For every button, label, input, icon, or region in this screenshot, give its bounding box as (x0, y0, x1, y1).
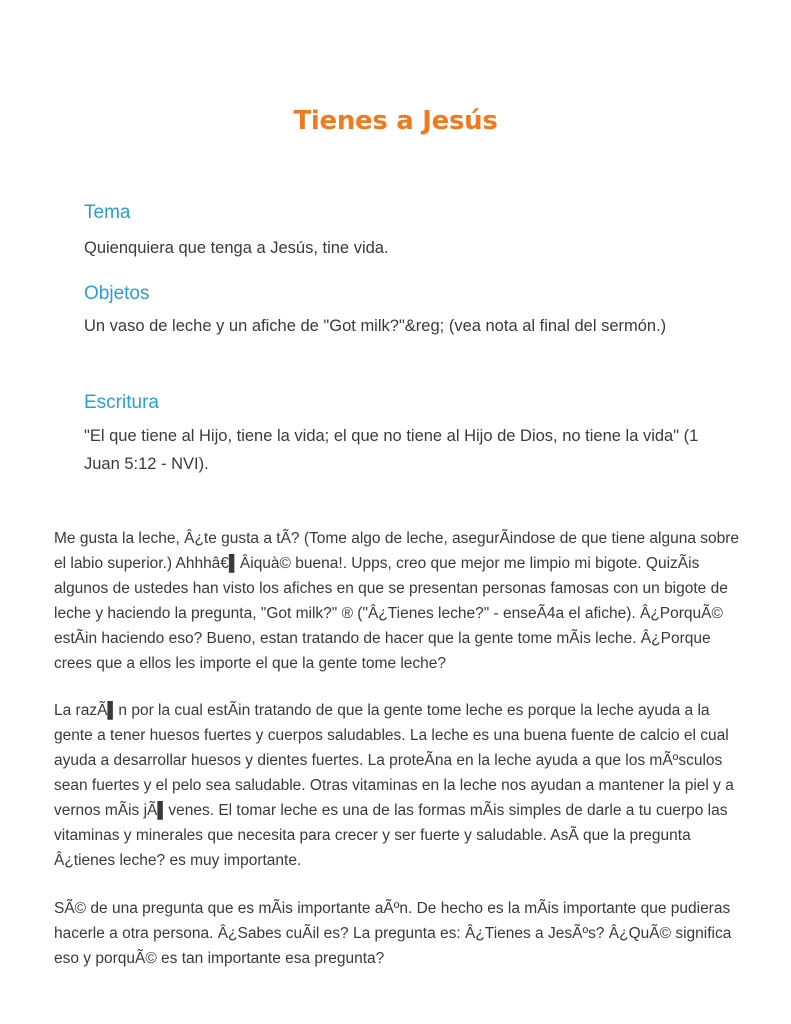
section-text-tema: Quienquiera que tenga a Jesús, tine vida. (84, 239, 389, 257)
section-text-escritura: "El que tiene al Hijo, tiene la vida; el que no tiene al Hijo de Dios, no tiene la vida" (1 Juan 5:12 - NVI). (84, 427, 699, 473)
section-heading-tema: Tema (84, 202, 131, 223)
section-text-objetos: Un vaso de leche y un afiche de "Got milk?"&reg; (vea nota al final del sermón.) (84, 317, 667, 335)
body-paragraph-1: Me gusta la leche, Â¿te gusta a tÃ? (Tome algo de leche, asegurÃindose de que tiene alguna sobre el labio superior.) Ahhhâ€▌Âiquà© buena!. Upps, creo que mejor me limpio mi bigote. QuizÃis algunos de ustedes han visto los afiches en que se presentan personas famosas con un bigote de leche y haciendo la pregunta, "Got milk?" ® ("Â¿Tienes leche?" - enseÃ4a el afiche). Â¿PorquÃ© estÃin haciendo eso? Bueno, estan tratando de hacer que la gente tome mÃis leche. Â¿Porque crees que a ellos les importe el que la gente tome leche? (54, 530, 740, 672)
body-paragraph-2: La razÃ▌n por la cual estÃin tratando de que la gente tome leche es porque la leche ayuda a la gente a tener huesos fuertes y cuerpos saludables. La leche es una buena fuente de calcio el cual ayuda a desarrollar huesos y dientes fuertes. La proteÃna en la leche ayuda a que los mÃºsculos sean fuertes y el pelo sea saludable. Otras vitaminas en la leche nos ayudan a mantener la piel y a vernos mÃis jÃ▌venes. El tomar leche es una de las formas mÃis simples de darle a tu cuerpo las vitaminas y minerales que necesita para crecer y ser fuerte y saludable. AsÃ que la pregunta Â¿tienes leche? es muy importante. (54, 702, 734, 869)
body-paragraph-3: SÃ© de una pregunta que es mÃis importante aÃºn. De hecho es la mÃis importante que pudieras hacerle a otra persona. Â¿Sabes cuÃil es? La pregunta es: Â¿Tienes a JesÃºs? Â¿QuÃ© significa eso y porquÃ© es tan importante esa pregunta? (54, 900, 732, 967)
section-heading-objetos: Objetos (84, 283, 150, 304)
document-title: Tienes a Jesús (293, 106, 498, 136)
section-heading-escritura: Escritura (84, 392, 159, 413)
